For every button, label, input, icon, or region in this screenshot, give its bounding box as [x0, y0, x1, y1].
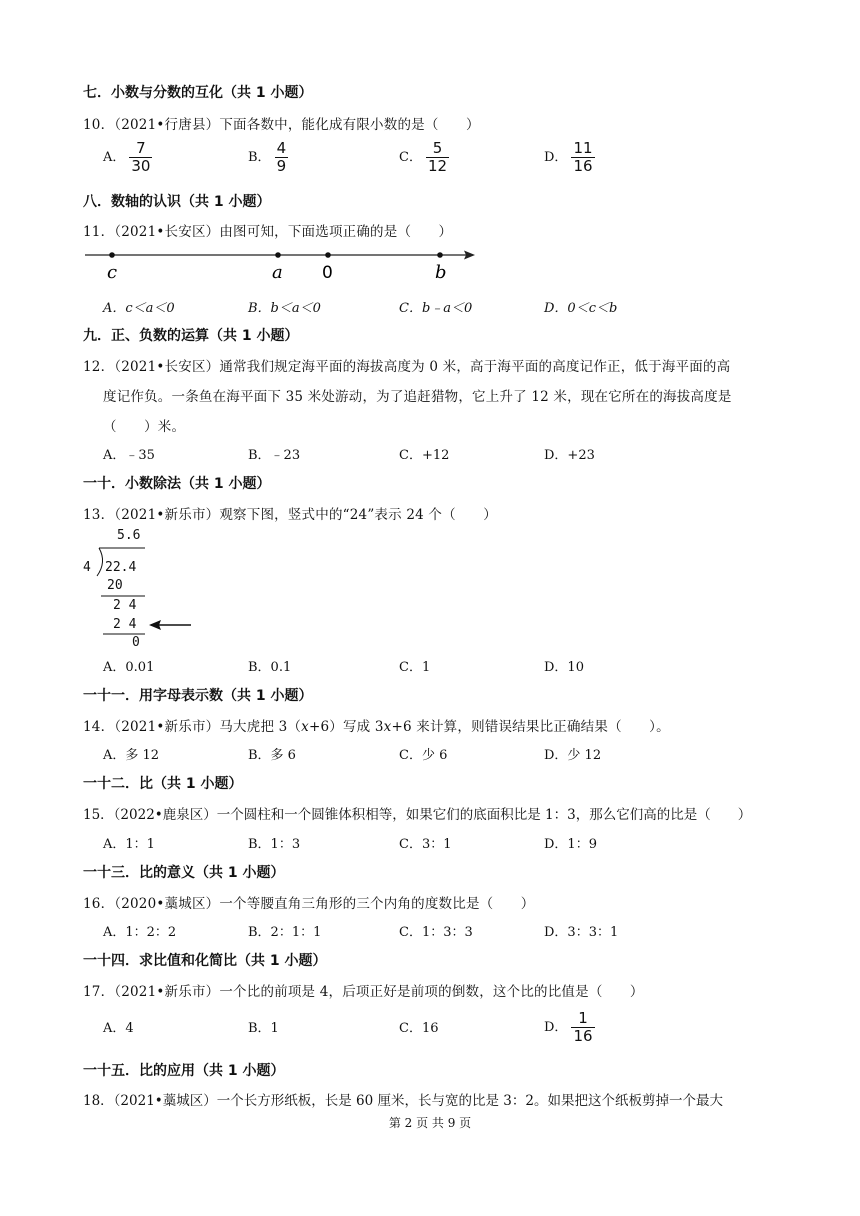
- q15-option-c: C．3：1: [399, 837, 452, 852]
- question-18-stem: 18．（2021•藁城区）一个长方形纸板，长是 60 厘米，长与宽的比是 3：2。如果把这个纸板剪掉一个最大: [83, 1093, 723, 1109]
- division-remainder: 0: [132, 635, 140, 650]
- fraction: $\frac{11}{16}$: [573, 139, 593, 175]
- question-12-line3: （ ）米。: [103, 419, 186, 435]
- q10-option-b: B． $\frac{4}{9}$: [248, 139, 287, 175]
- section-heading: 七．小数与分数的互化（共 1 小题）: [83, 85, 313, 101]
- division-divisor: 4: [83, 560, 91, 575]
- q17-option-c: C．16: [399, 1021, 439, 1036]
- section-heading: 一十一．用字母表示数（共 1 小题）: [83, 688, 313, 704]
- axis-label-zero: 0: [322, 263, 333, 283]
- question-17-stem: 17．（2021•新乐市）一个比的前项是 4，后项正好是前项的倒数，这个比的比值是（ ）: [83, 984, 644, 1000]
- axis-label-a: a: [272, 262, 283, 283]
- q11-option-d: D．0＜c＜b: [544, 301, 618, 316]
- q12-option-c: C．+12: [399, 448, 450, 463]
- page-footer: 第 2 页 共 9 页: [388, 1116, 472, 1130]
- division-row-3: 2 4: [113, 617, 137, 632]
- q14-option-d: D．少 12: [544, 748, 602, 763]
- fraction: $\frac{1}{16}$: [573, 1009, 593, 1045]
- q13-option-b: B．0.1: [248, 660, 292, 675]
- q15-option-a: A．1：1: [103, 837, 155, 852]
- point-a: [275, 252, 281, 258]
- question-12-line2: 度记作负。一条鱼在海平面下 35 米处游动，为了追赶猎物，它上升了 12 米，现在它所在的海拔高度是: [103, 389, 732, 405]
- long-division-figure: [83, 524, 213, 652]
- division-row-2: 2 4: [113, 598, 137, 613]
- q16-option-c: C．1：3：3: [399, 925, 473, 940]
- division-quotient: 5.6: [117, 528, 141, 543]
- question-13-stem: 13．（2021•新乐市）观察下图，竖式中的“24”表示 24 个（ ）: [83, 507, 497, 523]
- division-lines: [83, 524, 213, 652]
- fraction: $\frac{4}{9}$: [276, 139, 287, 175]
- section-heading: 一十四．求比值和化简比（共 1 小题）: [83, 953, 327, 969]
- axis-label-b: b: [435, 262, 447, 283]
- q17-option-b: B．1: [248, 1021, 279, 1036]
- q17-option-a: A．4: [103, 1021, 134, 1036]
- q16-option-a: A．1：2：2: [103, 925, 177, 940]
- axis-label-c: c: [107, 262, 118, 283]
- q11-option-a: A．c＜a＜0: [103, 301, 175, 316]
- section-heading: 一十三．比的意义（共 1 小题）: [83, 865, 285, 881]
- point-b: [437, 252, 443, 258]
- q12-option-b: B．﹣23: [248, 448, 301, 463]
- q10-option-a: A． $\frac{7}{30}$: [103, 139, 151, 175]
- q13-option-d: D．10: [544, 660, 584, 675]
- number-line-figure: [83, 244, 483, 284]
- section-heading: 一十二．比（共 1 小题）: [83, 776, 243, 792]
- point-c: [109, 252, 115, 258]
- division-row-1: 20: [107, 578, 123, 593]
- section-heading: 八．数轴的认识（共 1 小题）: [83, 194, 271, 210]
- q12-option-d: D．+23: [544, 448, 595, 463]
- q14-option-c: C．少 6: [399, 748, 448, 763]
- section-heading: 九．正、负数的运算（共 1 小题）: [83, 328, 299, 344]
- q11-option-b: B．b＜a＜0: [248, 301, 321, 316]
- q15-option-d: D．1：9: [544, 837, 597, 852]
- q13-option-c: C．1: [399, 660, 431, 675]
- question-14-stem: 14．（2021•新乐市）马大虎把 3（x+6）写成 3x+6 来计算，则错误结果比正确结果（ ）。: [83, 719, 670, 735]
- question-15-stem: 15．（2022•鹿泉区）一个圆柱和一个圆锥体积相等，如果它们的底面积比是 1：3，那么它们高的比是（ ）: [83, 807, 752, 823]
- question-10-stem: 10．（2021•行唐县）下面各数中，能化成有限小数的是（ ）: [83, 117, 480, 133]
- division-dividend: 22.4: [105, 560, 137, 575]
- fraction: $\frac{7}{30}$: [131, 139, 151, 175]
- q17-option-d: D． $\frac{1}{16}$: [544, 1009, 593, 1045]
- q14-option-b: B．多 6: [248, 748, 296, 763]
- section-heading: 一十．小数除法（共 1 小题）: [83, 476, 271, 492]
- q10-option-d: D． $\frac{11}{16}$: [544, 139, 593, 175]
- fraction: $\frac{5}{12}$: [427, 139, 448, 175]
- q10-option-c: C． $\frac{5}{12}$: [399, 139, 448, 175]
- q15-option-b: B．1：3: [248, 837, 301, 852]
- q12-option-a: A．﹣35: [103, 448, 155, 463]
- section-heading: 一十五．比的应用（共 1 小题）: [83, 1063, 285, 1079]
- q16-option-d: D．3：3：1: [544, 925, 619, 940]
- question-16-stem: 16．（2020•藁城区）一个等腰直角三角形的三个内角的度数比是（ ）: [83, 896, 535, 912]
- point-zero: [325, 252, 331, 258]
- q13-option-a: A．0.01: [103, 660, 155, 675]
- question-11-stem: 11．（2021•长安区）由图可知，下面选项正确的是（ ）: [83, 224, 453, 240]
- question-12-line1: 12．（2021•长安区）通常我们规定海平面的海拔高度为 0 米，高于海平面的高度记作正，低于海平面的高: [83, 359, 731, 375]
- q11-option-c: C．b﹣a＜0: [399, 301, 473, 316]
- q14-option-a: A．多 12: [103, 748, 160, 763]
- q16-option-b: B．2：1：1: [248, 925, 322, 940]
